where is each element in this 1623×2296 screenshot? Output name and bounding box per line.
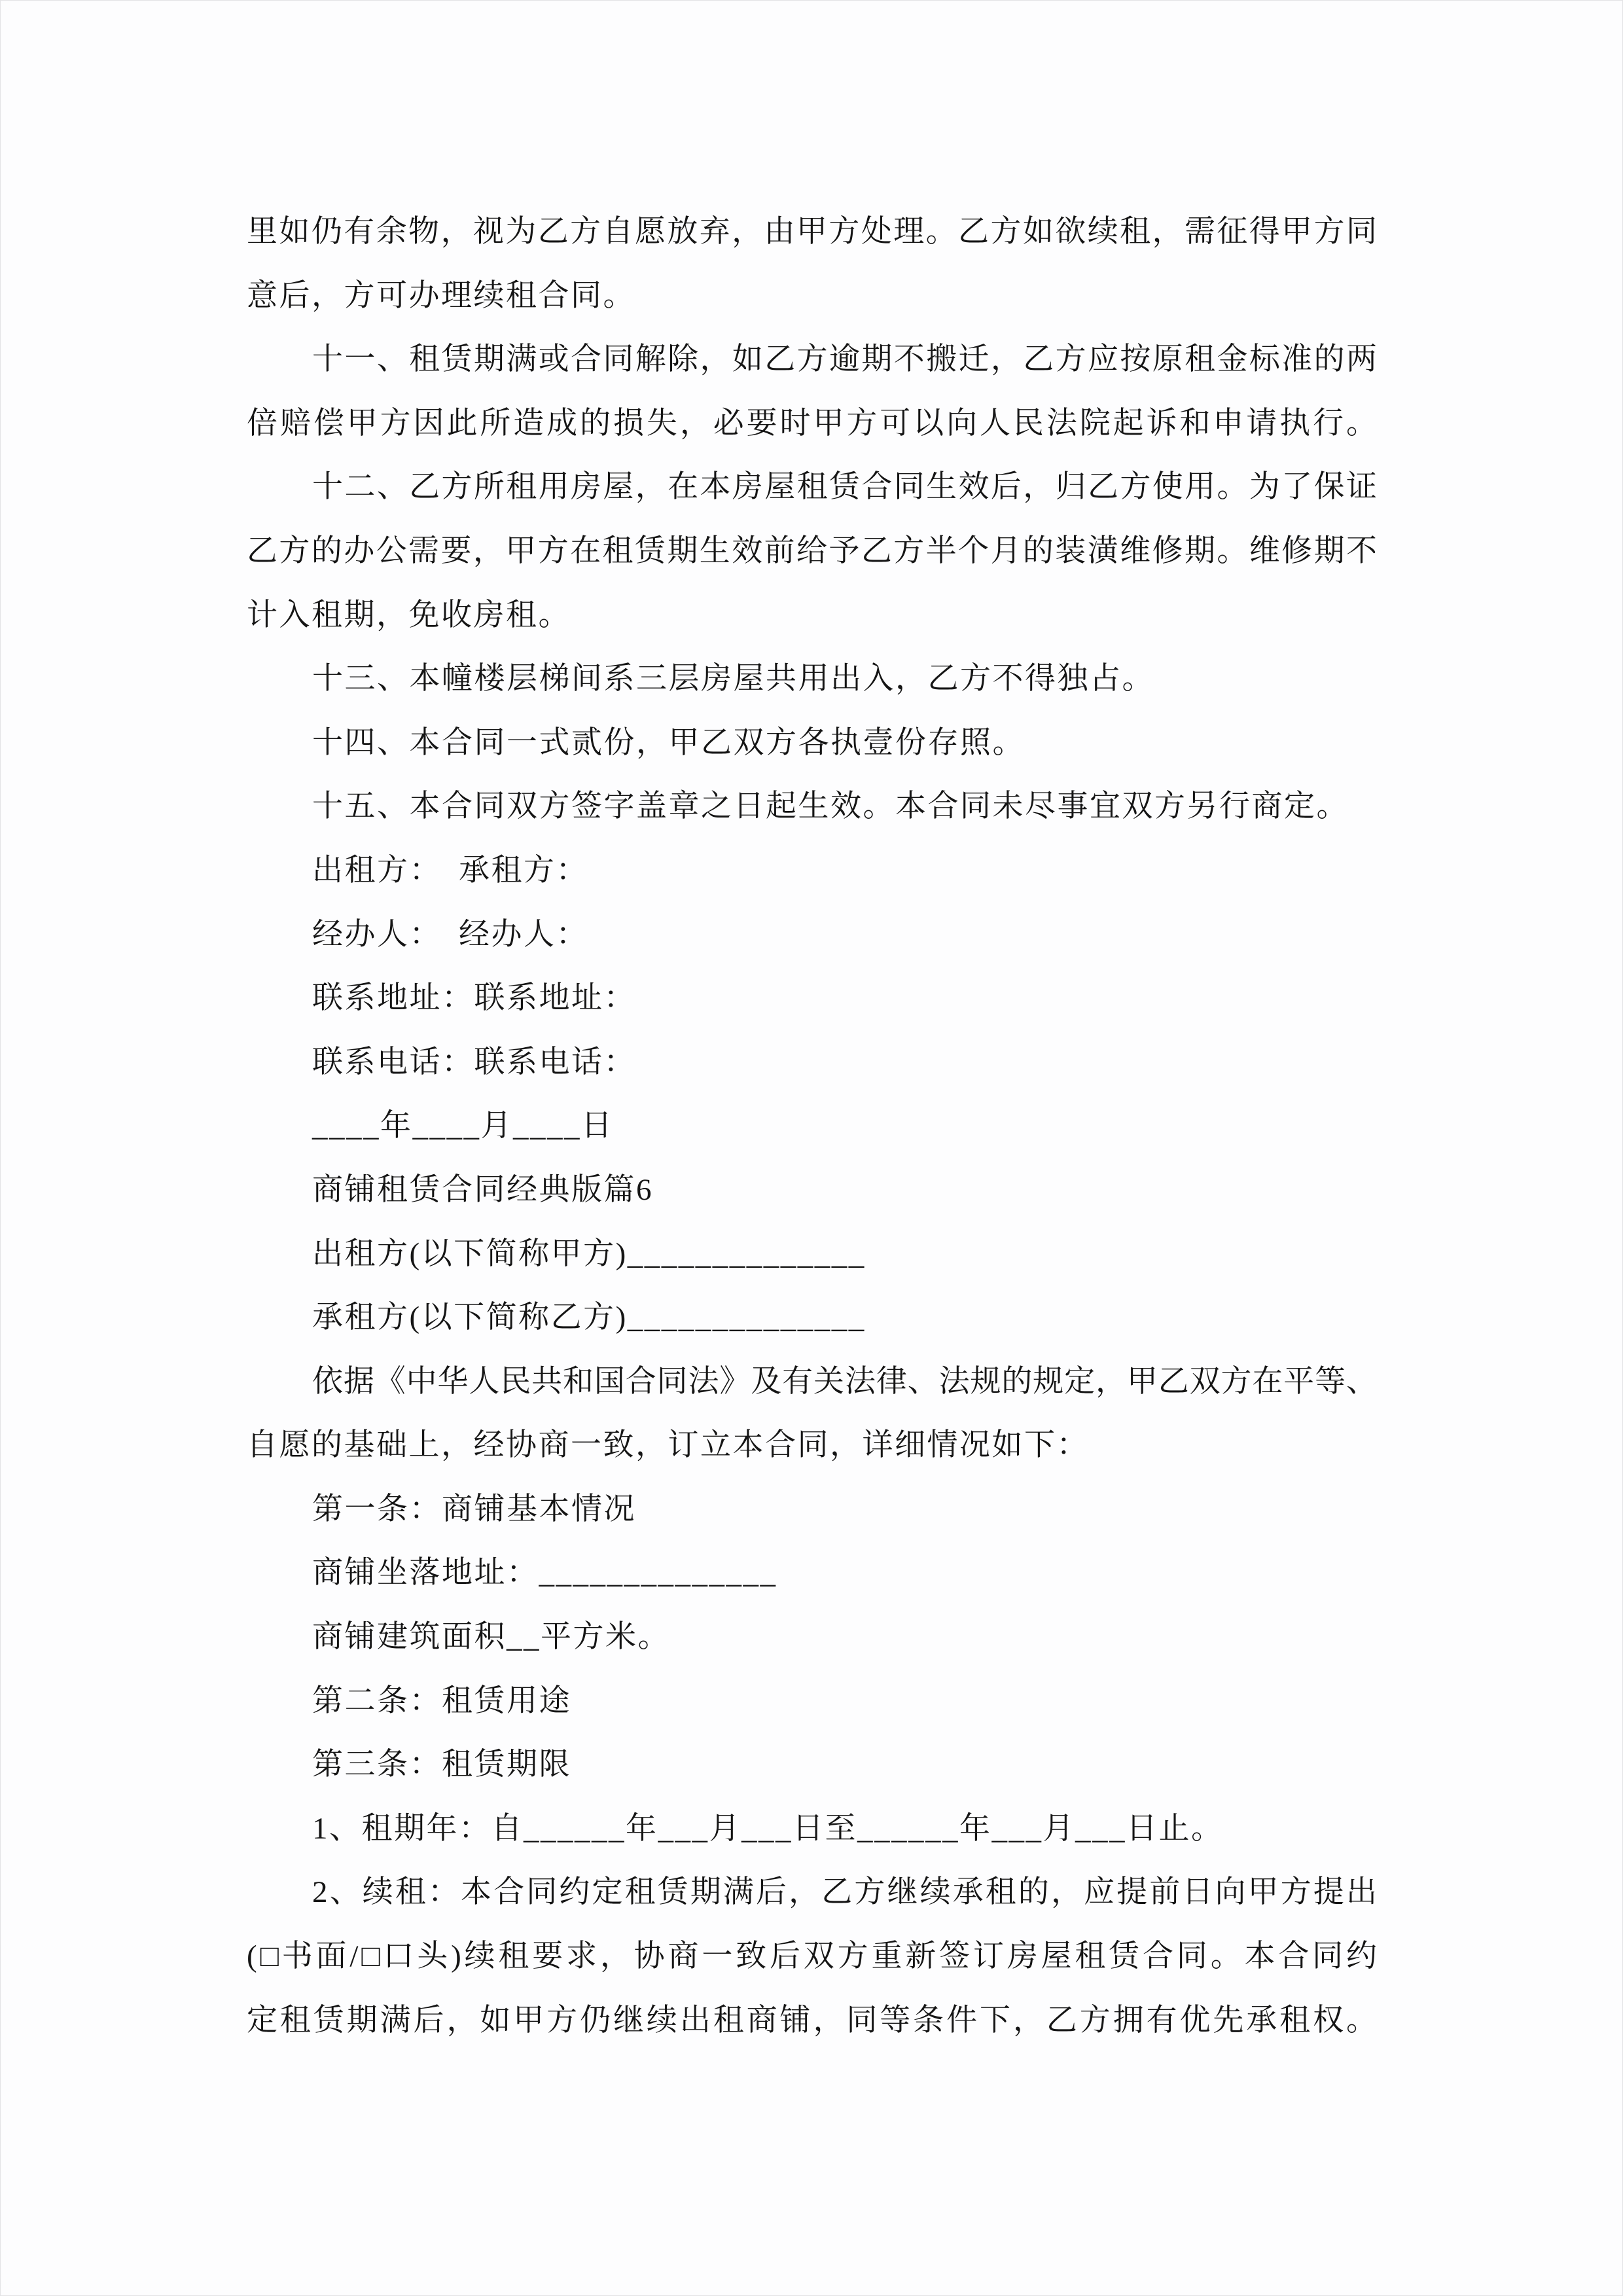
text-line: 乙方的办公需要，甲方在租赁期生效前给予乙方半个月的装潢维修期。维修期不 [247, 533, 1377, 568]
text-line: 第二条：租赁用途 [312, 1683, 571, 1718]
text-line: 倍赔偿甲方因此所造成的损失，必要时甲方可以向人民法院起诉和申请执行。 [247, 406, 1377, 440]
contract-text-block [247, 200, 1377, 2053]
text-line: 依据《中华人民共和国合同法》及有关法律、法规的规定，甲乙双方在平等、 [312, 1364, 1377, 1399]
text-line: 经办人： 经办人： [312, 917, 588, 952]
text-line: 计入租期，免收房租。 [247, 598, 571, 632]
text-line: ____年____月____日 [312, 1109, 614, 1143]
text-line: 里如仍有余物，视为乙方自愿放弃，由甲方处理。乙方如欲续租，需征得甲方同 [247, 215, 1377, 249]
text-line: 十一、租赁期满或合同解除，如乙方逾期不搬迁，乙方应按原租金标准的两 [312, 342, 1377, 377]
text-line: 十四、本合同一式贰份，甲乙双方各执壹份存照。 [312, 725, 1025, 760]
text-line: 承租方(以下简称乙方)______________ [312, 1300, 866, 1335]
text-line: 商铺租赁合同经典版篇6 [312, 1172, 653, 1207]
text-line: (□书面/□口头)续租要求，协商一致后双方重新签订房屋租赁合同。本合同约 [247, 1939, 1377, 1974]
text-line: 第一条：商铺基本情况 [312, 1492, 636, 1526]
text-line: 十三、本幢楼层梯间系三层房屋共用出入，乙方不得独占。 [312, 662, 1154, 696]
text-line: 联系地址：联系地址： [312, 981, 636, 1016]
text-line: 十五、本合同双方签字盖章之日起生效。本合同未尽事宜双方另行商定。 [312, 789, 1349, 824]
text-line: 自愿的基础上，经协商一致，订立本合同，详细情况如下： [247, 1428, 1089, 1463]
text-line: 商铺坐落地址：______________ [312, 1556, 777, 1590]
text-line: 商铺建筑面积__平方米。 [312, 1620, 670, 1655]
text-line: 第三条：租赁期限 [312, 1748, 571, 1782]
text-line: 十二、乙方所租用房屋，在本房屋租赁合同生效后，归乙方使用。为了保证 [312, 470, 1377, 505]
text-line: 2、续租：本合同约定租赁期满后，乙方继续承租的，应提前日向甲方提出 [312, 1875, 1377, 1910]
text-line: 出租方(以下简称甲方)______________ [312, 1236, 866, 1271]
text-line: 1、租期年：自______年___月___日至______年___月___日止。 [312, 1811, 1224, 1846]
text-line: 联系电话：联系电话： [312, 1045, 636, 1079]
text-line: 出租方： 承租方： [312, 853, 588, 888]
text-line: 意后，方可办理续租合同。 [247, 278, 635, 313]
text-line: 定租赁期满后，如甲方仍继续出租商铺，同等条件下，乙方拥有优先承租权。 [247, 2003, 1377, 2037]
